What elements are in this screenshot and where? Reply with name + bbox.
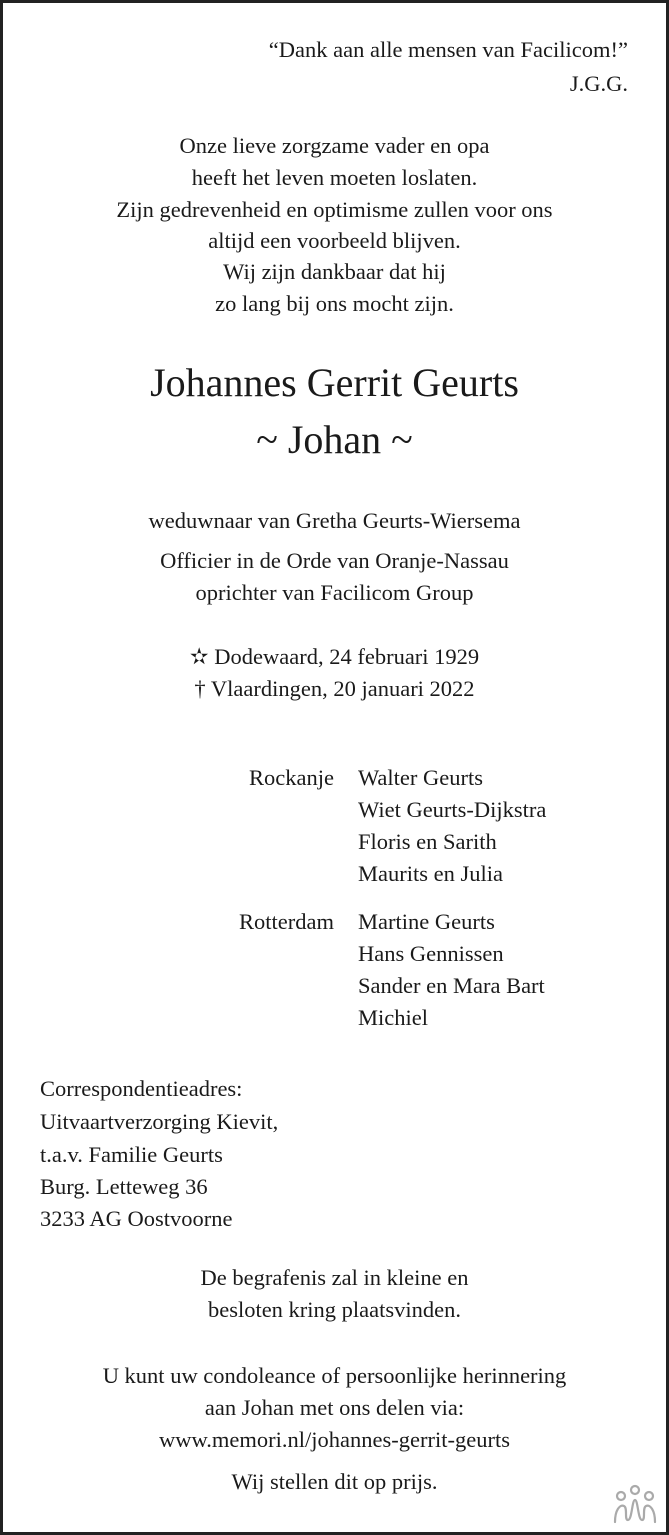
address-line: 3233 AG Oostvoorne: [40, 1206, 233, 1231]
title-line: Officier in de Orde van Oranje-Nassau: [160, 548, 509, 573]
intro-line: Zijn gedrevenheid en optimisme zullen voor ons: [116, 197, 553, 222]
family-name: Wiet Geurts-Dijkstra: [358, 797, 547, 822]
funeral-line: De begrafenis zal in kleine en: [200, 1265, 469, 1290]
address-line: Correspondentieadres:: [40, 1076, 243, 1101]
funeral-line: besloten kring plaatsvinden.: [207, 1297, 462, 1322]
intro-line: heeft het leven moeten loslaten.: [191, 165, 478, 190]
title-line: oprichter van Facilicom Group: [195, 580, 474, 605]
condolence-url[interactable]: www.memori.nl/johannes-gerrit-geurts: [159, 1427, 510, 1452]
condolence-line: U kunt uw condoleance of persoonlijke herinnering: [102, 1363, 567, 1388]
birth-date: ✫ Dodewaard, 24 februari 1929: [189, 644, 480, 669]
family-name: Michiel: [358, 1005, 428, 1030]
address-line: Uitvaartverzorging Kievit,: [40, 1109, 279, 1134]
family-place: Rockanje: [249, 765, 334, 790]
people-group-icon: [612, 1482, 658, 1524]
address-line: Burg. Letteweg 36: [40, 1174, 208, 1199]
deceased-nickname: ~ Johan ~: [256, 417, 413, 462]
family-name: Sander en Mara Bart: [358, 973, 545, 998]
deceased-name: Johannes Gerrit Geurts: [150, 360, 519, 405]
intro-line: altijd een voorbeeld blijven.: [208, 228, 461, 253]
intro-line: zo lang bij ons mocht zijn.: [215, 291, 454, 316]
intro-line: Onze lieve zorgzame vader en opa: [179, 133, 490, 158]
address-line: t.a.v. Familie Geurts: [40, 1142, 223, 1167]
family-name: Walter Geurts: [358, 765, 484, 790]
condolence-line: aan Johan met ons delen via:: [204, 1395, 465, 1420]
quote: “Dank aan alle mensen van Facilicom!”: [268, 37, 628, 62]
family-place: Rotterdam: [239, 909, 334, 934]
condolence-line: Wij stellen dit op prijs.: [231, 1469, 438, 1494]
title-line: weduwnaar van Gretha Geurts-Wiersema: [148, 508, 521, 533]
intro-line: Wij zijn dankbaar dat hij: [223, 259, 446, 284]
quote-initials: J.G.G.: [569, 71, 628, 96]
family-name: Floris en Sarith: [358, 829, 497, 854]
death-date: † Vlaardingen, 20 januari 2022: [194, 676, 475, 701]
family-name: Hans Gennissen: [358, 941, 504, 966]
family-name: Martine Geurts: [358, 909, 495, 934]
family-name: Maurits en Julia: [358, 861, 503, 886]
